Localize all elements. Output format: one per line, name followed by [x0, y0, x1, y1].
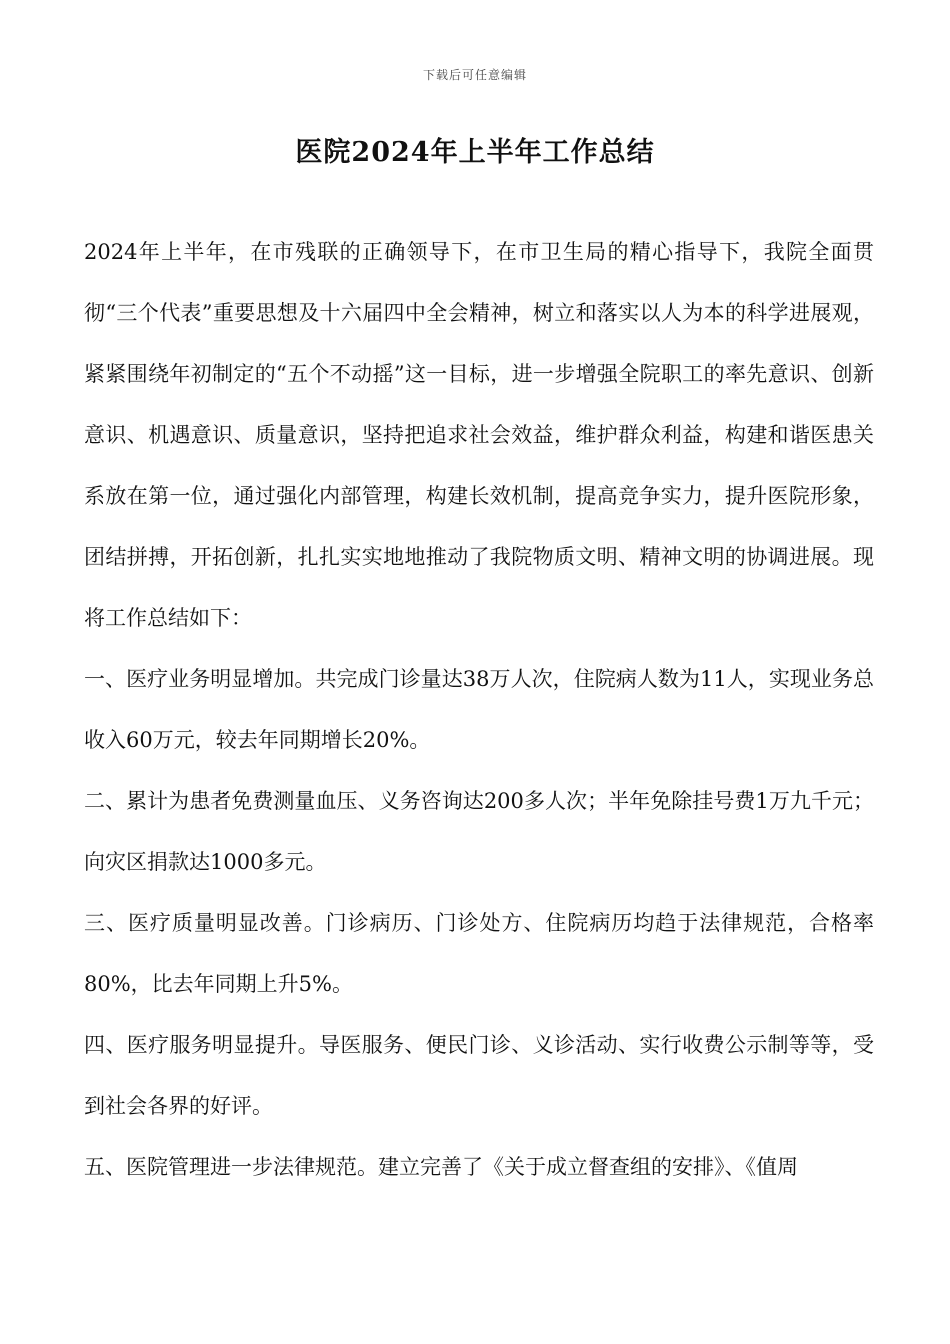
- document-body: [84, 222, 874, 1198]
- paragraph-item-3: 三、医疗质量明显改善。门诊病历、门诊处方、住院病历均趋于法律规范，合格率80%，比去年同期上升5%。: [84, 911, 874, 996]
- paragraph-intro: 2024年上半年，在市残联的正确领导下，在市卫生局的精心指导下，我院全面贯彻“三个代表”重要思想及十六届四中全会精神，树立和落实以人为本的科学进展观，紧紧围绕年初制定的“五个不动摇”这一目标，进一步增强全院职工的率先意识、创新意识、机遇意识、质量意识，坚持把追求社会效益，维护群众利益，构建和谐医患关系放在第一位，通过强化内部管理，构建长效机制，提高竞争实力，提升医院形象，团结拼搏，开拓创新，扎扎实实地地推动了我院物质文明、精神文明的协调进展。现将工作总结如下：: [84, 240, 874, 630]
- paragraph-item-4: 四、医疗服务明显提升。导医服务、便民门诊、义诊活动、实行收费公示制等等，受到社会各界的好评。: [84, 1033, 874, 1118]
- paragraph-item-5: 五、医院管理进一步法律规范。建立完善了《关于成立督查组的安排》、《值周: [84, 1155, 798, 1179]
- document-title: 医院2024年上半年工作总结: [295, 137, 655, 168]
- paragraph-item-1: 一、医疗业务明显增加。共完成门诊量达38万人次，住院病人数为11人，实现业务总收入60万元，较去年同期增长20%。: [84, 667, 874, 752]
- header-note: 下载后可任意编辑: [422, 68, 527, 82]
- paragraph-item-2: 二、累计为患者免费测量血压、义务咨询达200多人次；半年免除挂号费1万九千元；向灾区捐款达1000多元。: [84, 789, 874, 874]
